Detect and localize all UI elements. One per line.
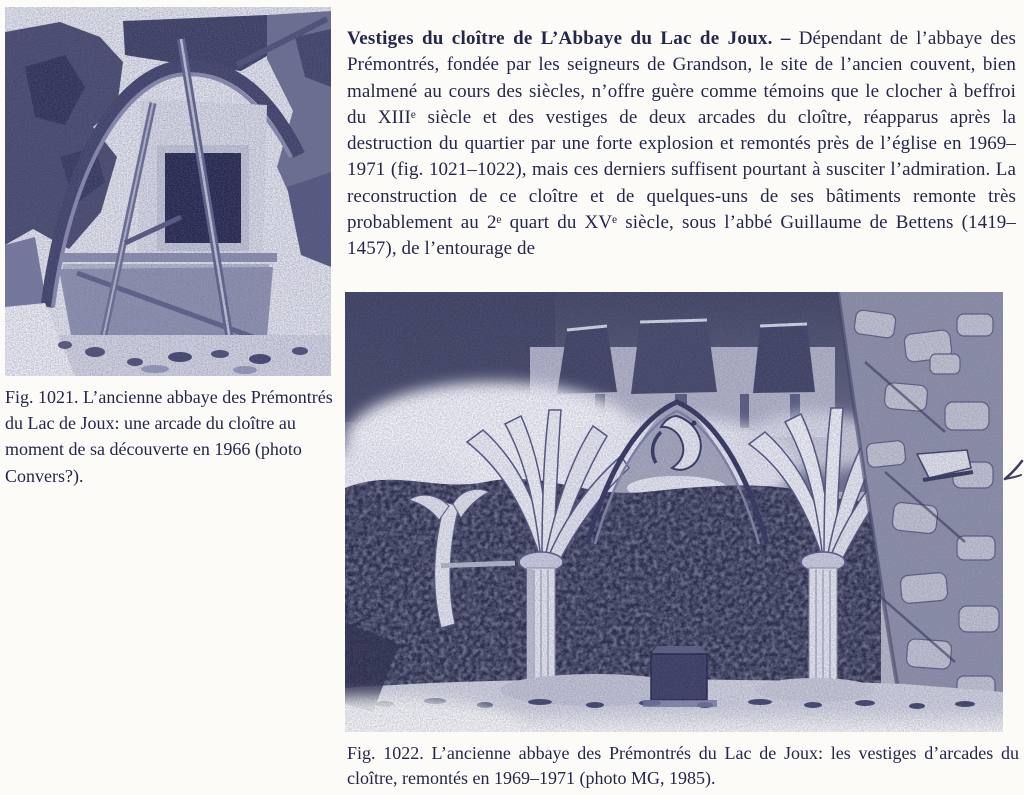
margin-pen-mark [1002, 458, 1024, 492]
article-paragraph [347, 26, 1016, 263]
figure-1021-photo [5, 7, 331, 376]
photo1-grain [5, 7, 331, 376]
article-heading: Vestiges du cloître de L’Abbaye du Lac de Joux. – [347, 28, 791, 49]
figure-1022-photo [345, 292, 1003, 732]
article-body: Dépendant de l’abbaye des Prémontrés, fondée par les seigneurs de Grandson, le site de l’ancien couvent, bien malmené au cours des siècles, n’offre guère comme témoins que le clocher à beffroi du XIIIᵉ siècle et des vestiges de deux arcades du cloître, réapparus après la destruction du quartier par une forte explosion et remontés près de l’église en 1969–1971 (fig. 1021–1022), mais ces derniers suffisent pourtant à susciter l’admiration. La reconstruction de ce cloître et de quelques-uns de ses bâtiments remonte très probablement au 2ᵉ quart du XVᵉ siècle, sous l’abbé Guillaume de Bettens (1419–1457), de l’entourage de [347, 28, 1017, 260]
figure-1022-caption: Fig. 1022. L’ancienne abbaye des Prémontrés du Lac de Joux: les vestiges d’arcades du cloître, remontés en 1969–1971 (photo MG, 1985). [347, 743, 1019, 788]
photo2-grain [345, 292, 1003, 732]
figure-1021-caption: Fig. 1021. L’ancienne abbaye des Prémontrés du Lac de Joux: une arcade du cloître au moment de sa découverte en 1966 (photo Convers?). [5, 387, 333, 486]
